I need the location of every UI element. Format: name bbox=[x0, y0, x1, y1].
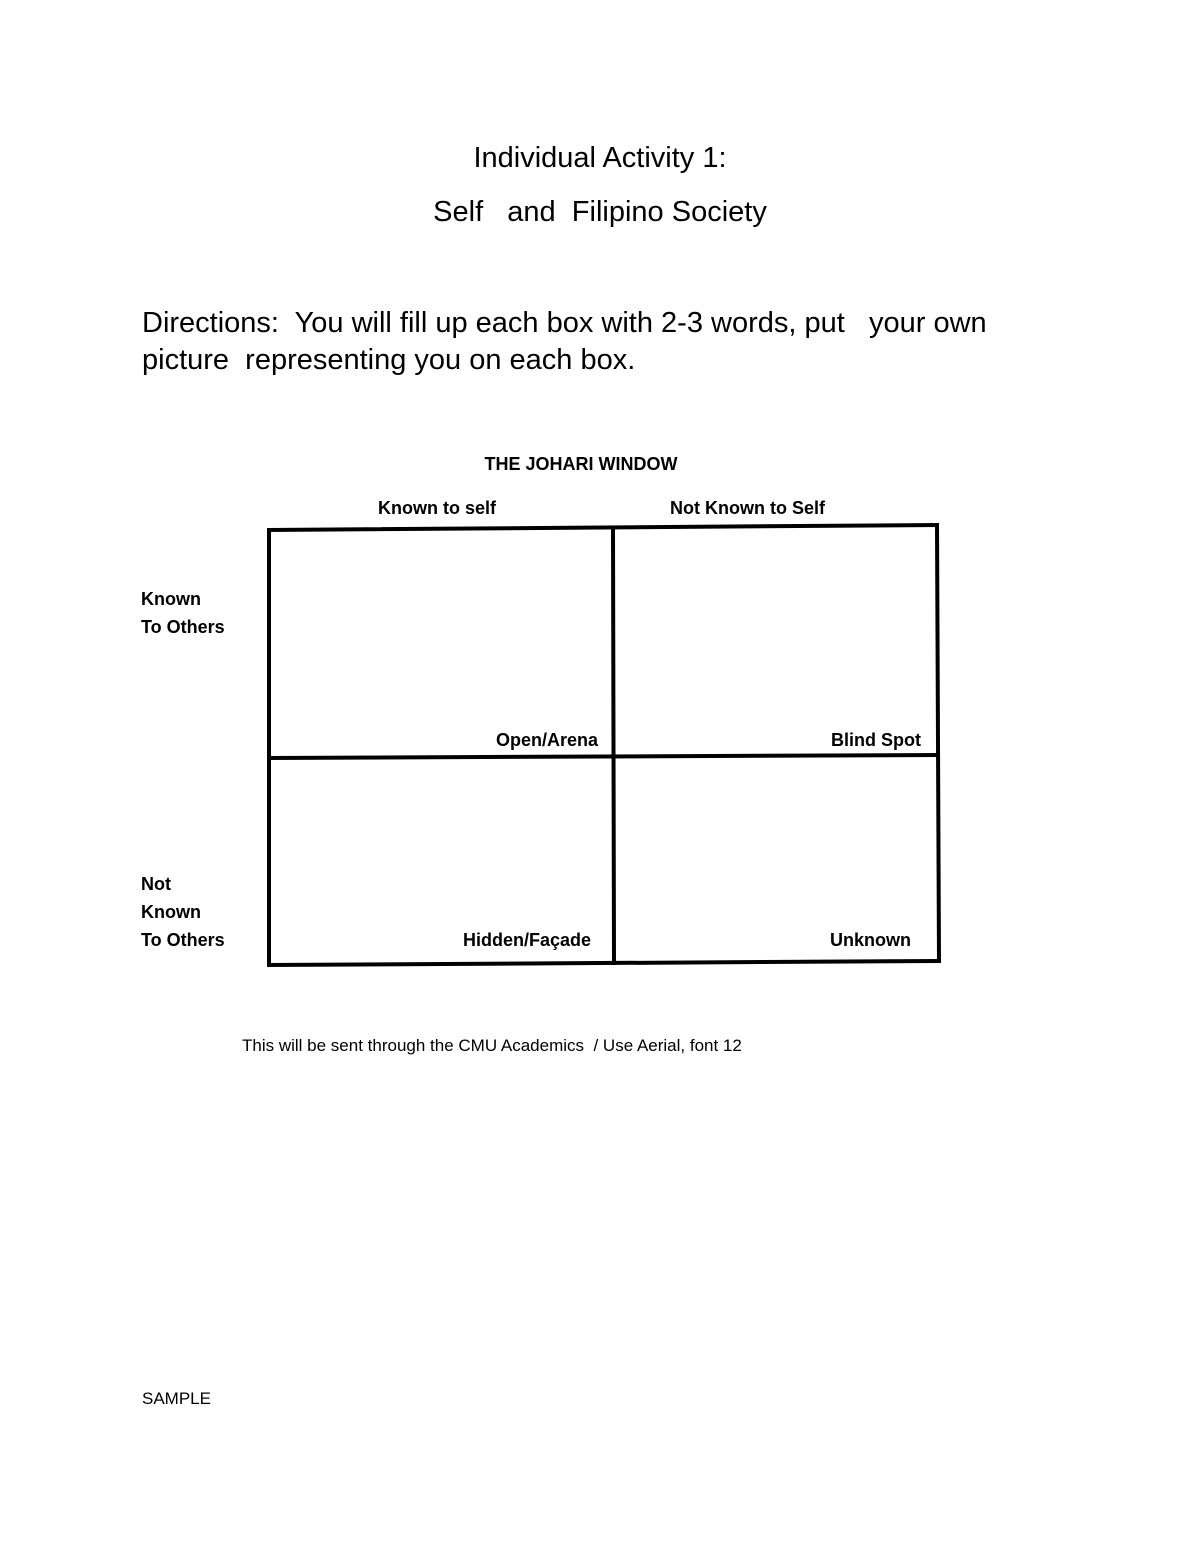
directions-line-2: picture representing you on each box. bbox=[142, 344, 636, 376]
row-header-not-known-line-3: To Others bbox=[141, 930, 225, 950]
column-header-known-to-self: Known to self bbox=[378, 498, 496, 518]
column-header-not-known-to-self: Not Known to Self bbox=[670, 498, 825, 518]
quadrant-open-arena: Open/Arena bbox=[495, 730, 598, 750]
directions-line-1: Directions: You will fill up each box with 2-3 words, put your own bbox=[142, 307, 987, 339]
row-header-known-line-2: To Others bbox=[141, 617, 225, 637]
activity-title: Individual Activity 1: bbox=[473, 142, 727, 174]
row-header-not-known-to-others bbox=[141, 870, 225, 954]
row-header-not-known-line-1: Not bbox=[141, 874, 171, 894]
grid-horizontal-divider bbox=[269, 755, 937, 758]
grid-bottom-border bbox=[269, 961, 939, 965]
grid-right-border bbox=[937, 525, 939, 961]
row-header-not-known-line-2: Known bbox=[141, 902, 201, 922]
quadrant-unknown: Unknown bbox=[830, 930, 911, 950]
row-header-known-line-1: Known bbox=[141, 589, 201, 609]
quadrant-blind-spot: Blind Spot bbox=[831, 730, 921, 750]
johari-window-title: THE JOHARI WINDOW bbox=[484, 454, 678, 474]
row-header-known-to-others bbox=[141, 585, 225, 641]
sample-label: SAMPLE bbox=[142, 1389, 211, 1408]
submission-note: This will be sent through the CMU Academics / Use Aerial, font 12 bbox=[242, 1036, 742, 1055]
activity-subtitle: Self and Filipino Society bbox=[433, 196, 767, 228]
grid-vertical-divider bbox=[613, 528, 614, 963]
grid-top-border bbox=[269, 525, 937, 530]
quadrant-hidden-facade: Hidden/Façade bbox=[462, 930, 591, 950]
